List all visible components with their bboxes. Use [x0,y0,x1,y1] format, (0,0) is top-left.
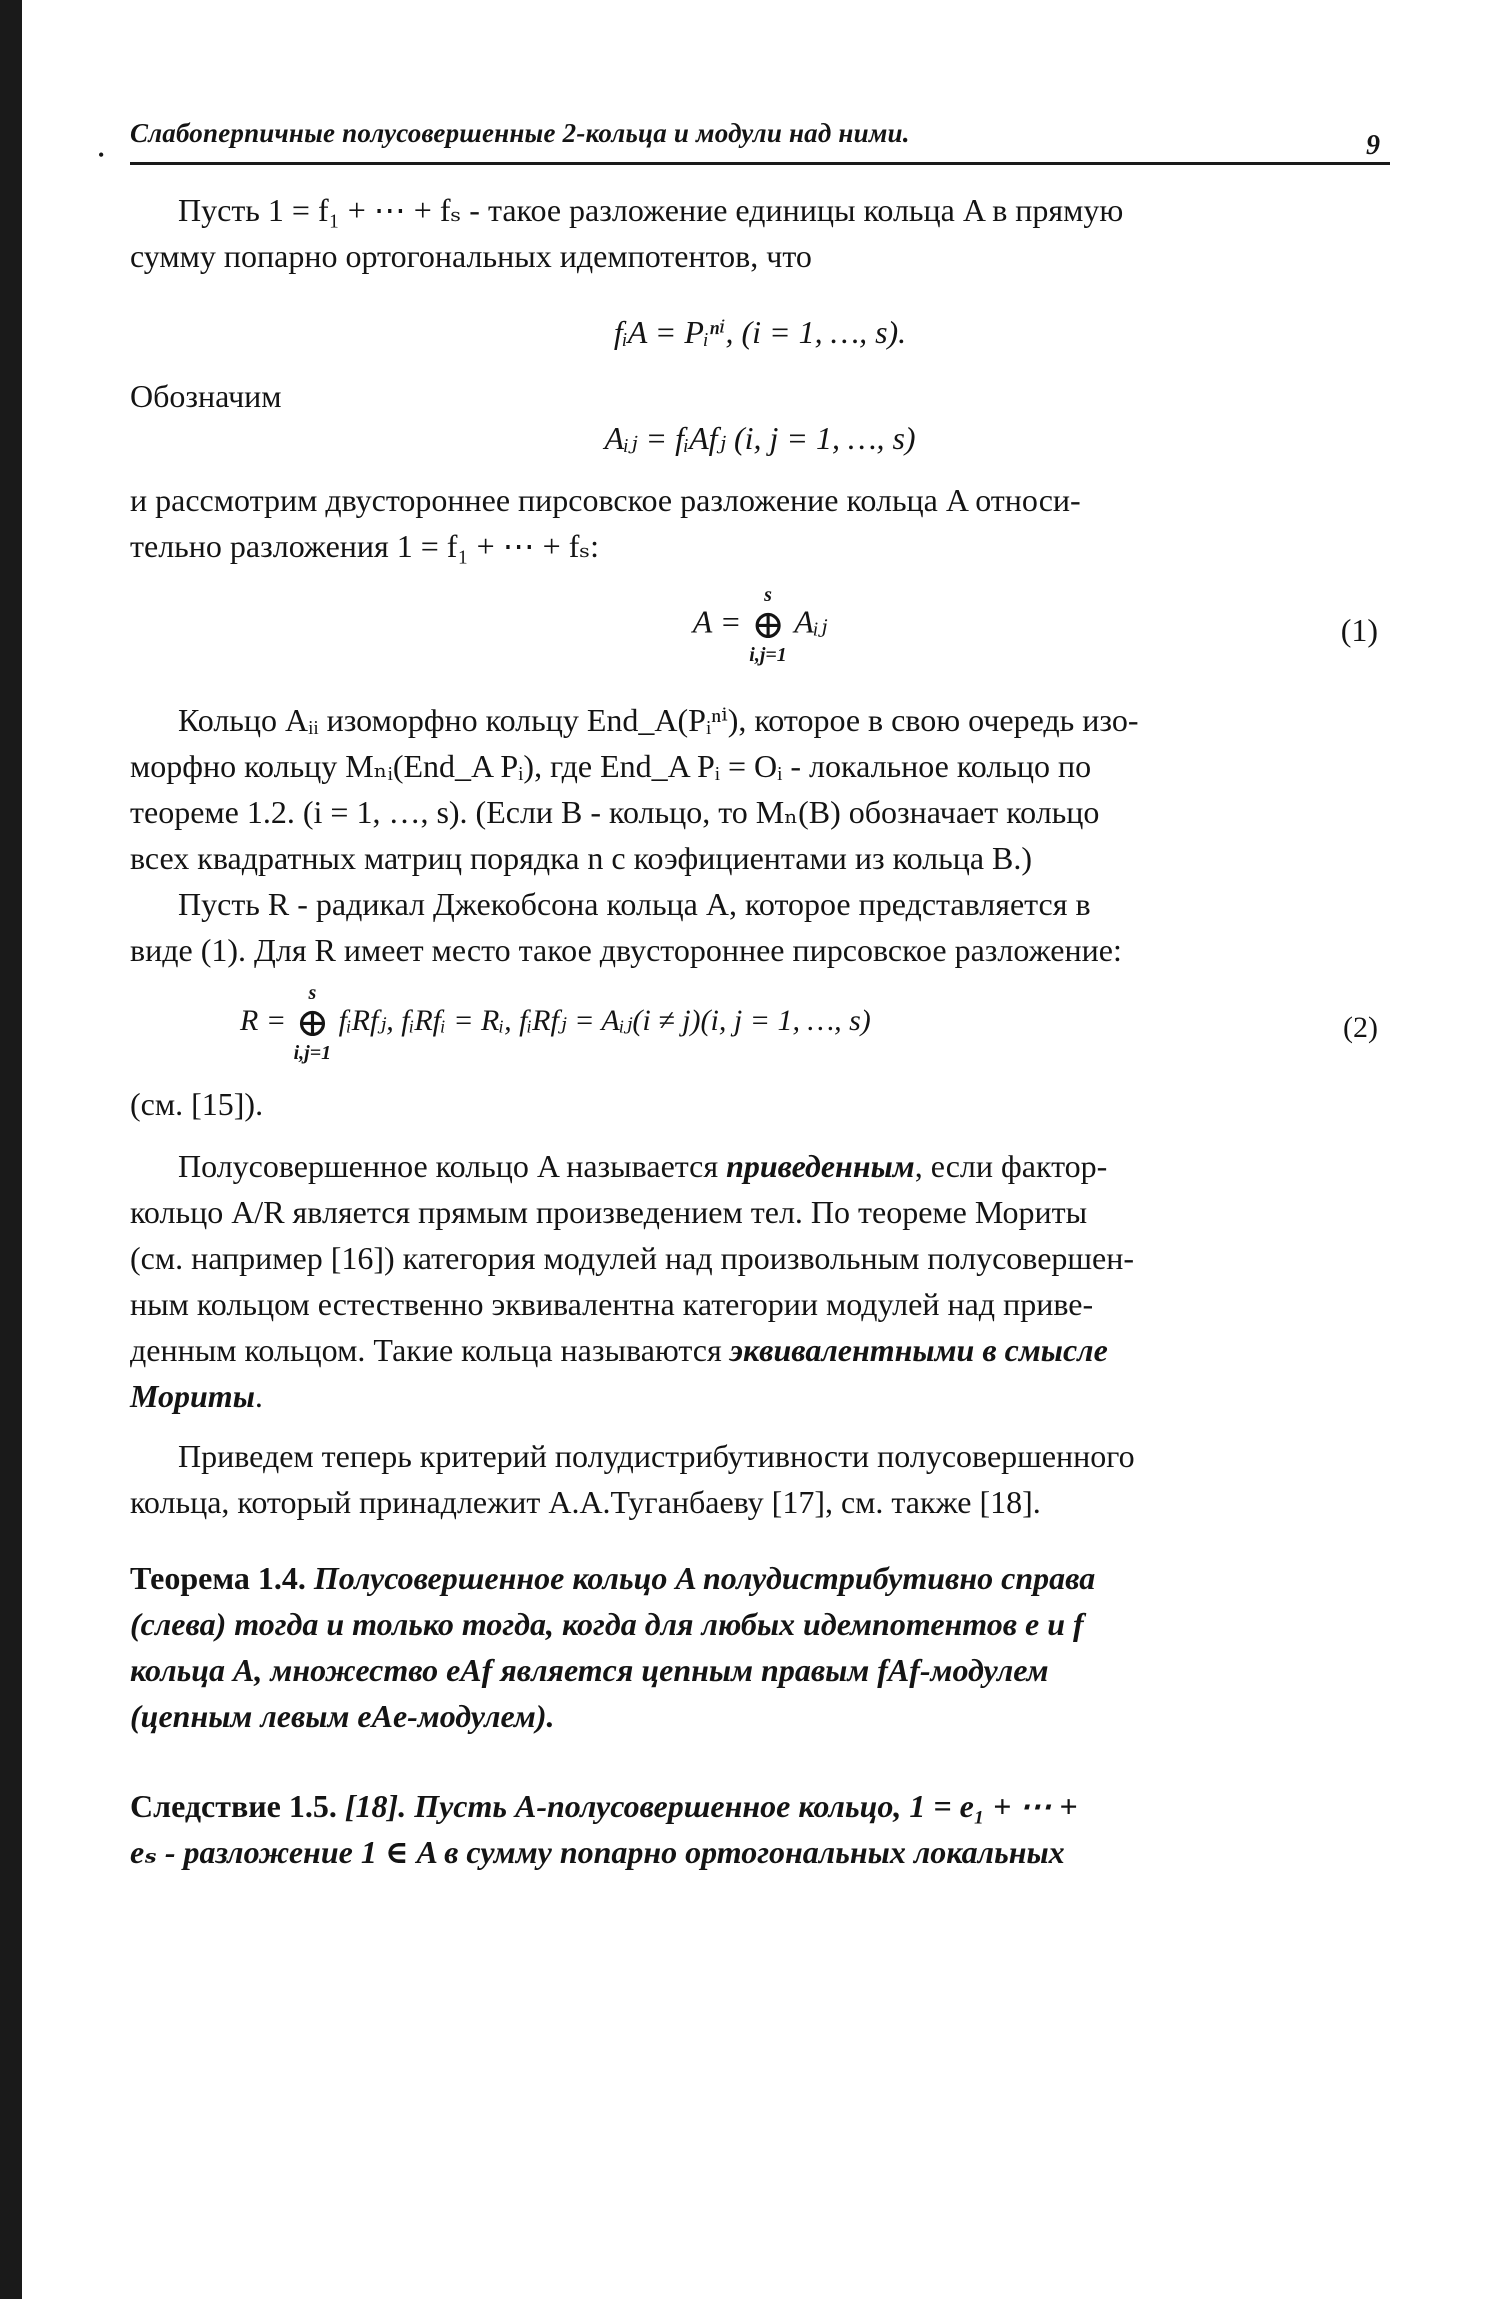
paragraph-5-line-1-a: Полусовершенное кольцо A называется [178,1148,727,1184]
term-privedennym: приведенным [726,1148,915,1184]
theorem-line-3: кольца A, множество eAf является цепным правым fAf-модулем [130,1652,1049,1688]
paragraph-1-line-2: сумму попарно ортогональных идемпотентов, что [130,238,812,274]
equation-number-1: (1) [1340,612,1378,648]
theorem-title: Теорема 1.4. [130,1560,306,1596]
direct-sum-operator [749,585,787,665]
direct-sum-sup: s [764,584,772,606]
paragraph-5-line-3: (см. например [16]) категория модулей над произвольным полусовершен- [130,1240,1135,1276]
formula-2: Aᵢⱼ = fᵢAfⱼ (i, j = 1, …, s) [604,420,916,456]
direct-sum-icon: ⊕ [751,602,785,647]
page-number: 9 [1366,130,1380,161]
formula-3-lhs: A = [692,603,742,640]
theorem-line-2: (слева) тогда и только тогда, когда для любых идемпотентов e и f [130,1606,1084,1642]
paragraph-3-line-1: Кольцо Aᵢᵢ изоморфно кольцу End_A(Pᵢⁿⁱ), которое в свою очередь изо- [178,702,1139,738]
paragraph-1-line-1: Пусть 1 = f₁ + ⋯ + fₛ - такое разложение единицы кольца A в прямую [178,192,1124,228]
formula-1: fᵢA = Pᵢⁿⁱ, (i = 1, …, s). [613,314,907,350]
paragraph-4-line-2: виде (1). Для R имеет место такое двустороннее пирсовское разложение: [130,932,1122,968]
equation-number-2: (2) [1343,1011,1378,1044]
direct-sum-icon: ⊕ [295,1000,330,1045]
theorem-body-1: Полусовершенное кольцо A полудистрибутивно справа [313,1560,1096,1596]
paragraph-4-line-1: Пусть R - радикал Джекобсона кольца A, которое представляется в [178,886,1091,922]
direct-sum-sub-2: i,j=1 [293,1042,332,1064]
formula-3 [130,585,1390,675]
formula-3-rhs: Aᵢⱼ [794,603,828,640]
corollary-line-2: eₛ - разложение 1 ∈ A в сумму попарно ортогональных локальных [130,1834,1065,1870]
paragraph-5-line-5-a: денным кольцом. Такие кольца называются [130,1332,730,1368]
paragraph-6-line-2: кольца, который принадлежит А.А.Туганбаеву [17], см. также [18]. [130,1484,1041,1520]
paragraph-5-line-5 [130,1327,1390,1373]
corollary-line-1 [130,1783,1390,1829]
formula-4-lhs: R = [240,1003,287,1037]
formula-4 [130,983,1390,1073]
paragraph-5-line-6 [130,1373,1390,1419]
direct-sum-operator-2 [294,983,332,1063]
theorem-line-4: (цепным левым eAe-модулем). [130,1698,555,1734]
paragraph-5-line-1 [130,1143,1390,1189]
paragraph-5-line-6-b: . [254,1378,263,1414]
paragraph-3-line-4: всех квадратных матриц порядка n с коэфициентами из кольца B.) [130,840,1033,876]
citation-line: (см. [15]). [130,1086,264,1122]
running-header [130,110,1390,165]
paragraph-5-line-2: кольцо A/R является прямым произведением тел. По теореме Мориты [130,1194,1088,1230]
header-title: Слабоперпичные полусовершенные 2-кольца и модули над ними. [130,118,910,148]
scan-edge [0,0,22,2299]
paragraph-5-line-4: ным кольцом естественно эквивалентна категории модулей над приве- [130,1286,1094,1322]
term-equivalent: эквивалентными в смысле [729,1332,1108,1368]
paragraph-2-line-2: тельно разложения 1 = f₁ + ⋯ + fₛ: [130,528,600,564]
direct-sum-sup-2: s [308,982,317,1004]
corollary-body-1: [18]. Пусть A-полусовершенное кольцо, 1 = e₁ + ⋯ + [344,1788,1078,1824]
paragraph-3-line-2: морфно кольцу Mₙᵢ(End_A Pᵢ), где End_A Pᵢ = Oᵢ - локальное кольцо по [130,748,1092,784]
margin-mark: • [98,145,105,165]
formula-4-rhs: fᵢRfⱼ, fᵢRfᵢ = Rᵢ, fᵢRfⱼ = Aᵢⱼ(i ≠ j)(i, j = 1, …, s) [338,1003,871,1037]
corollary-title: Следствие 1.5. [130,1788,337,1824]
paragraph-3-line-3: теореме 1.2. (i = 1, …, s). (Если B - кольцо, то Mₙ(B) обозначает кольцо [130,794,1100,830]
page [130,110,1390,1875]
theorem-line-1 [130,1555,1390,1601]
paragraph-2-line-1: и рассмотрим двустороннее пирсовское разложение кольца A относи- [130,482,1081,518]
term-morita: Мориты [130,1378,255,1414]
paragraph-5-line-1-b: , если фактор- [914,1148,1108,1184]
denote-label: Обозначим [130,378,282,414]
direct-sum-sub: i,j=1 [749,644,787,666]
paragraph-6-line-1: Приведем теперь критерий полудистрибутивности полусовершенного [178,1438,1135,1474]
